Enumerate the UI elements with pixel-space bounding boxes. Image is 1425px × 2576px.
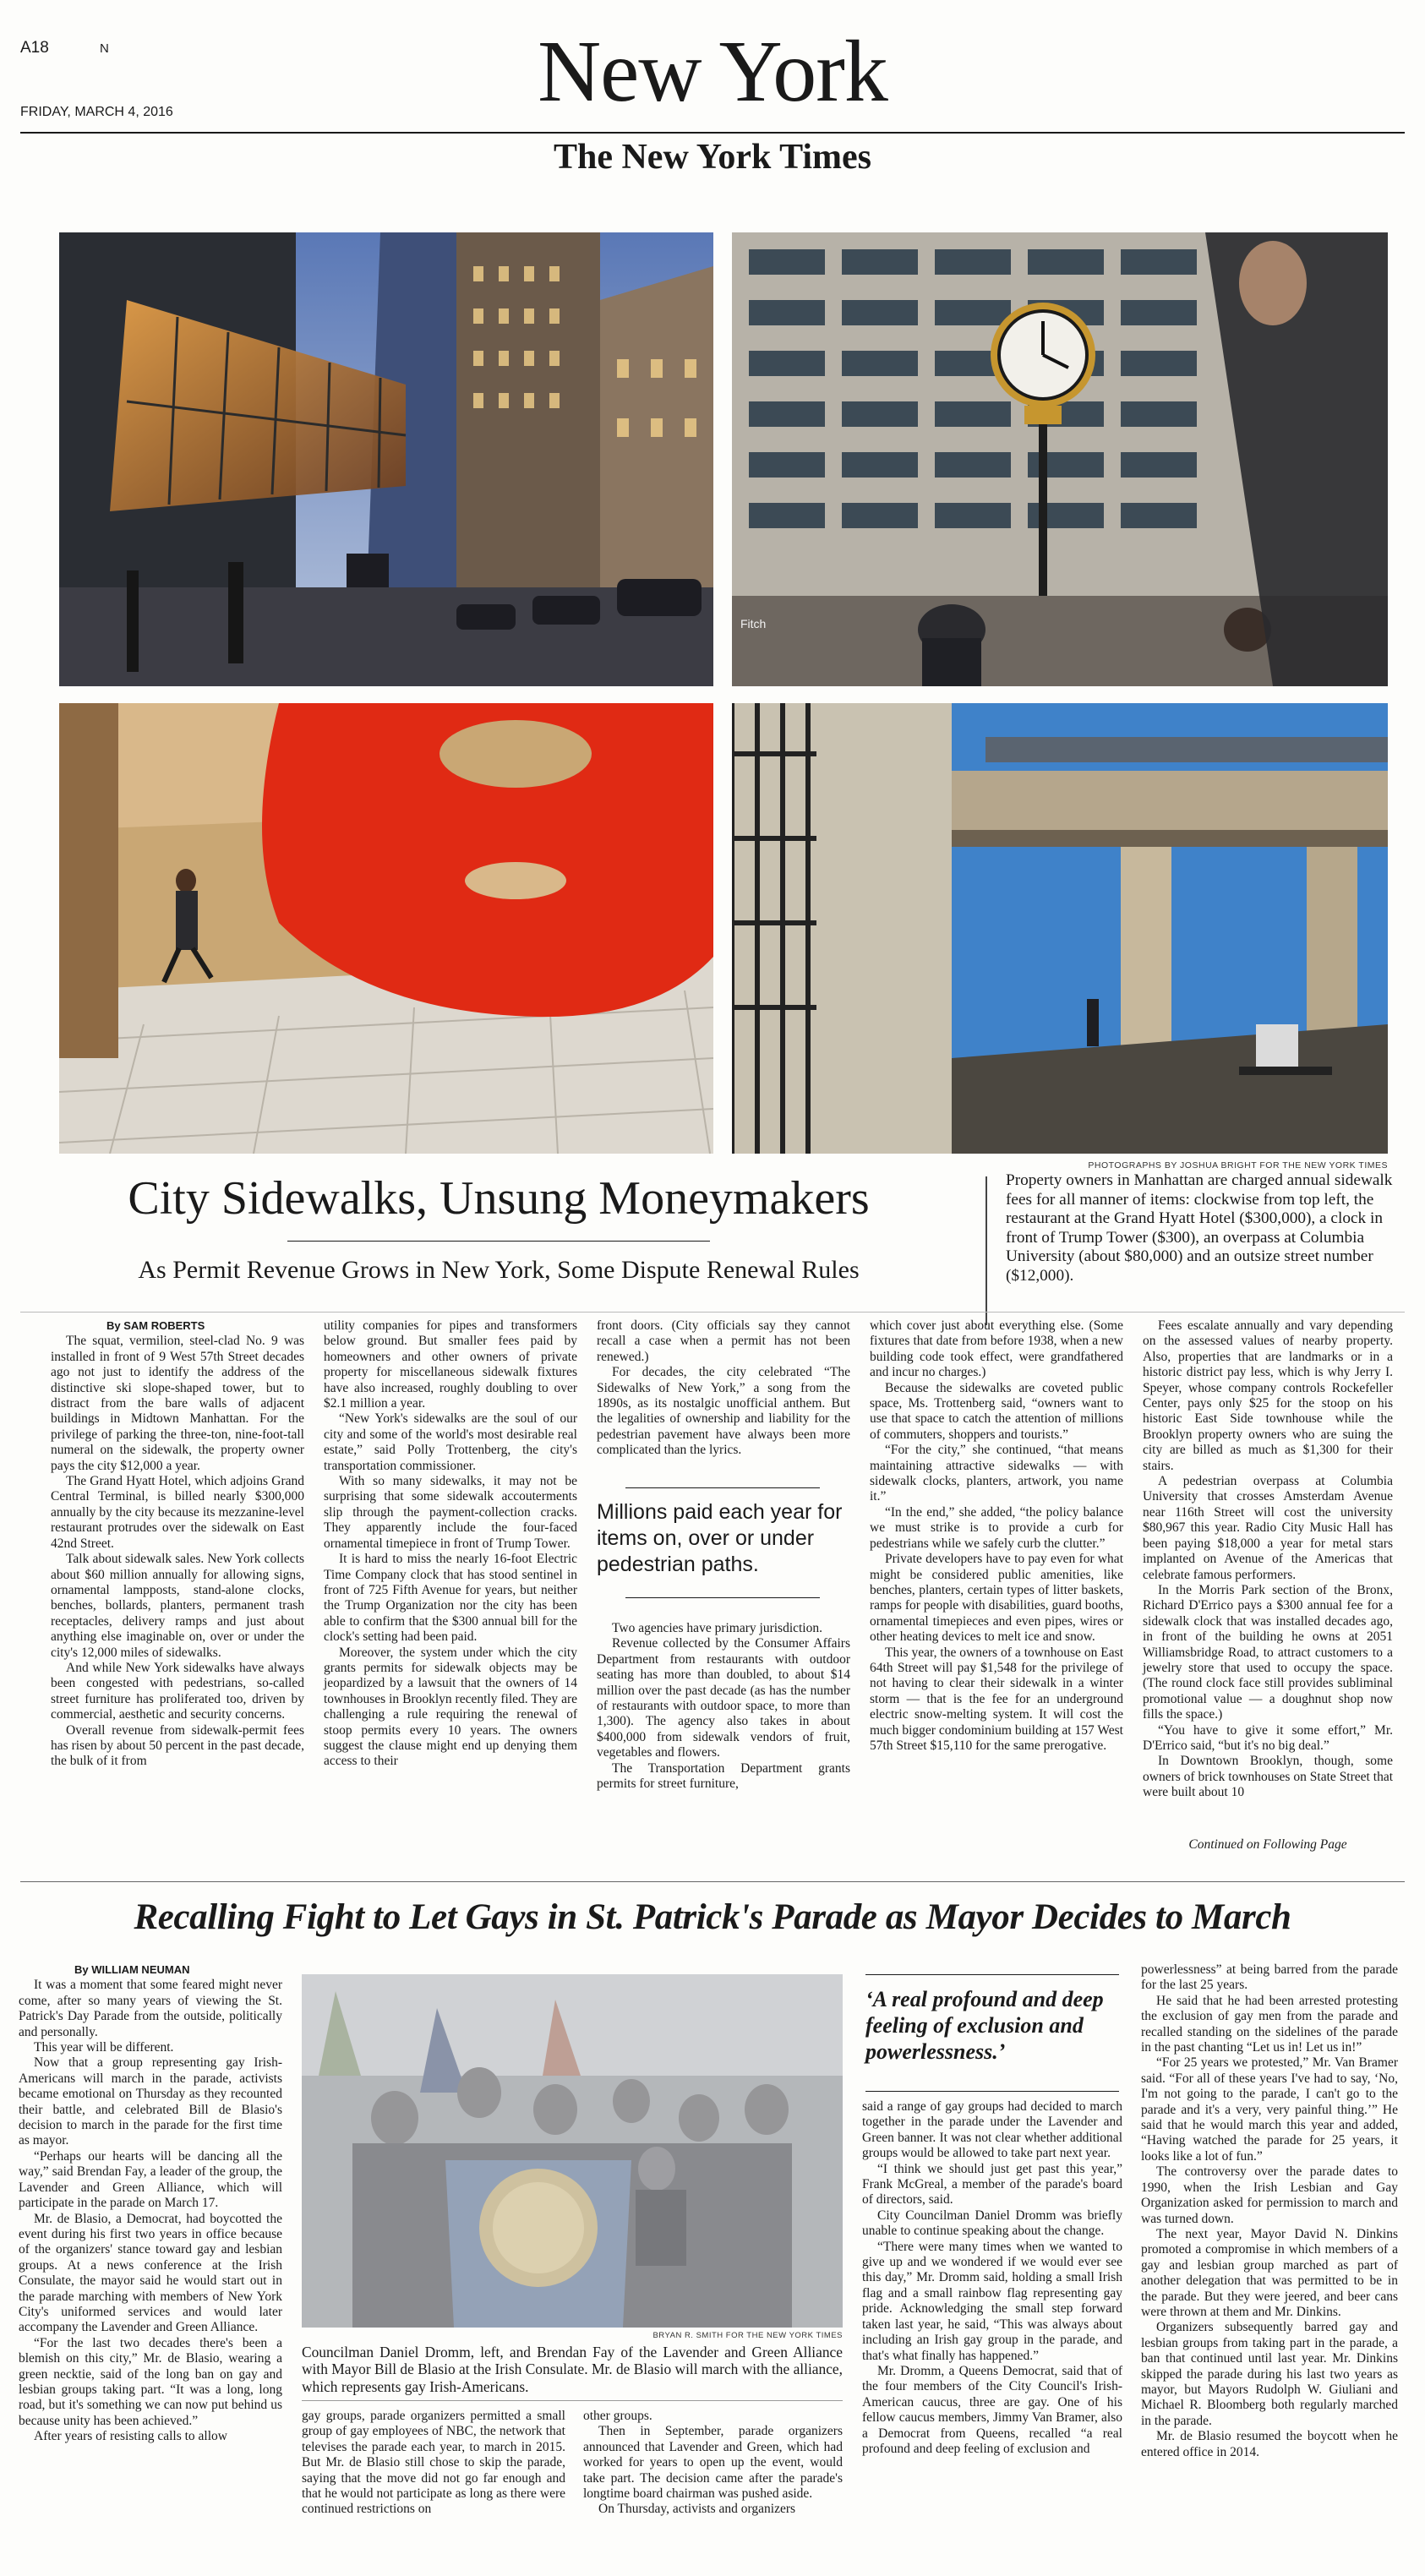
story2-col1-paragraph: “For the last two decades there's been a blemish on this city,” Mr. de Blasio, wearing a green necktie, said of the long ban on gay and lesbian groups taking part. “It was a long, long road, but it's something we can now put behind us because unity has been achieved.” [19,2335,282,2428]
story1-col3-paragraph: front doors. (City officials say they cannot recall a case when a permit has not been renewed.) [597,1318,850,1364]
story2-col5-paragraph: Mr. de Blasio resumed the boycott when he entered office in 2014. [1141,2429,1398,2459]
story1-col5-paragraph: “You have to give it some effort,” Mr. D'Errico said, “but it's no big deal.” [1143,1722,1393,1753]
story2-pull-quote: ‘A real profound and deep feeling of exclusion and powerlessness.’ [865,1987,1104,2064]
story1-column-3-bottom [597,1621,850,1792]
story2-column-5 [1141,1962,1398,2460]
photo-numeral-image [59,703,713,1154]
story1-col1-paragraph: And while New York sidewalks have always been congested with pedestrians, so-called street furniture has proliferated too, driven by commercial, aesthetic and security concerns. [51,1660,304,1722]
photo-trump-tower-clock [732,232,1388,686]
story1-col5-paragraph: Fees escalate annually and vary depending on the assessed values of nearby property. Also, properties that are landmarks or in a historic district pay less, which is why Jerry I. Speyer, whose company controls Rockefeller Center, pays only $25 for the stoop on his historic East Side townhouse while the Brooklyn property owners who are suing the city are billed as much as $1,300 for their stairs. [1143,1318,1393,1473]
story1-col2-paragraph: Moreover, the system under which the city grants permits for sidewalk objects may be jeopardized by a lawsuit that the owners of 14 townhouses in Brooklyn recently filed. They are challenging a rule requiring the renewal of stoop permits every 10 years. The owners suggest the clause might end up denying them access to their [324,1645,577,1769]
story1-col2-paragraph: “New York's sidewalks are the soul of our city and some of the world's most desirable real estate,” said Polly Trottenberg, the city's transportation commissioner. [324,1411,577,1473]
fitch-sign: Fitch [740,617,767,630]
story2-col1-paragraph: Now that a group representing gay Irish-Americans will march in the parade, activists became emotional on Thursday as they recounted their battle, and celebrated Bill de Blasio's decision to march in the parade for the first time as mayor. [19,2055,282,2148]
photo-overpass-image [732,703,1388,1154]
edition-mark: N [100,41,109,56]
story2-col1-paragraph: “Perhaps our hearts will be dancing all the way,” said Brendan Fay, a leader of the group, the Lavender and Green Alliance, which will participate in the parade on March 17. [19,2148,282,2211]
pull-quote-rule-top [625,1487,820,1488]
photo-grand-hyatt-restaurant [59,232,713,686]
story1-col4-paragraph: Because the sidewalks are coveted public space, Ms. Trottenberg said, “owners want to use that space to catch the attention of millions of commuters, shoppers and tourists.” [870,1380,1123,1442]
story1-col1-paragraph: Talk about sidewalk sales. New York collects about $60 million annually for allowing signs, ornamental lampposts, stand-alone clocks, benches, bollards, planters, permanent trash receptacles, delivery ramps and just about anything else imaginable on, over or under the city's 12,000 miles of sidewalks. [51,1552,304,1660]
story2-column-3 [583,2409,843,2518]
caption-divider [985,1176,987,1325]
story2-photo-credit: BRYAN R. SMITH FOR THE NEW YORK TIMES [652,2331,843,2340]
story1-continued-line: Continued on Following Page [1188,1837,1347,1852]
story1-col2-paragraph: It is hard to miss the nearly 16-foot Electric Time Company clock that has stood sentinel in front of 725 Fifth Avenue for years, but neither the Trump Organization nor the city has been able to confirm that the $300 annual bill for the clock's setting had been paid. [324,1552,577,1645]
story1-headline-rule [287,1241,710,1242]
story2-col5-paragraph: powerlessness” at being barred from the parade for the last 25 years. [1141,1962,1398,1993]
story2-col3-paragraph: Then in September, parade organizers announced that Lavender and Green, which had worked for years to open up the event, would take part. The decision came after the parade's longtime board chairman was pushed aside. [583,2424,843,2502]
story1-col3-paragraph: For decades, the city celebrated “The Sidewalks of New York,” a song from the 1890s, as its nostalgic unofficial anthem. But the legalities of ownership and liability for the pedestrian pavement have always been more complicated than the lyrics. [597,1365,850,1458]
story1-column-1 [51,1318,304,1770]
story2-headline: Recalling Fight to Let Gays in St. Patrick's Parade as Mayor Decides to March [134,1897,1291,1937]
story1-col4-paragraph: which cover just about everything else. (Some fixtures that date from before 1938, when a new building code took effect, were grandfathered and incur no charges.) [870,1318,1123,1380]
issue-date: FRIDAY, MARCH 4, 2016 [20,105,173,119]
story1-col2-paragraph: utility companies for pipes and transformers below ground. But smaller fees paid by homeowners and other owners of private property for miscellaneous sidewalk fixtures have also increased, roughly doubling to over $2.1 million a year. [324,1318,577,1411]
photo-grid-credit: PHOTOGRAPHS BY JOSHUA BRIGHT FOR THE NEW YORK TIMES [1088,1160,1388,1171]
story1-byline: By SAM ROBERTS [106,1319,205,1332]
story1-column-4 [870,1318,1123,1754]
story2-column-2 [302,2409,565,2518]
story1-col2-paragraph: With so many sidewalks, it may not be surprising that some sidewalk accouterments slip through the payment-collection cracks. They apparently include the four-faced ornamental timepiece in front of Trump Tower. [324,1474,577,1551]
photo-columbia-overpass [732,703,1388,1154]
story2-col5-paragraph: The next year, Mayor David N. Dinkins promoted a compromise in which members of a gay and lesbian group marched as part of another delegation that was permitted to be in the parade. But they were jeered, and beer cans were thrown at them and Mr. Dinkins. [1141,2226,1398,2319]
masthead-rule [20,132,1405,134]
story2-caption-rule [302,2400,843,2401]
story1-col1-paragraph: Overall revenue from sidewalk-permit fees has risen by about 50 percent in the past decade, the bulk of it from [51,1722,304,1769]
story1-col3-paragraph: Two agencies have primary jurisdiction. [612,1621,822,1635]
story2-col5-paragraph: Organizers subsequently barred gay and lesbian groups from taking part in the parade, a ban that continued until last year. Mr. Dinkins skipped the parade during his last two years as mayor, but Mayors Rudolph W. Giuliani and Michael R. Bloomberg both regularly marched in the parade. [1141,2320,1398,2428]
story2-col1-paragraph: After years of resisting calls to allow [34,2429,227,2444]
story2-col4-paragraph: Mr. Dromm, a Queens Democrat, said that of the four members of the City Council's Irish-American caucus, three are gay. One of his fellow caucus members, Jimmy Van Bramer, also a Democrat from Queens, recalled “a real profound and deep feeling of exclusion and [862,2363,1122,2456]
story1-headline: City Sidewalks, Unsung Moneymakers [128,1172,870,1225]
story2-col1-paragraph: It was a moment that some feared might never come, after so many years of viewing the St. Patrick's Day Parade from the outside, politically and personally. [19,1978,282,2039]
story2-pull-rule-bottom [865,2091,1119,2092]
story-separator-rule [20,1881,1405,1882]
story1-col4-paragraph: “In the end,” she added, “the policy balance we must strike is to provide a curb for pedestrians while we safely curb the clutter.” [870,1504,1123,1551]
story2-col4-paragraph: City Councilman Daniel Dromm was briefly unable to continue speaking about the change. [862,2208,1122,2239]
story1-col4-paragraph: “For the city,” she continued, “that means maintaining attractive sidewalks — with sidewalk clocks, planters, artwork, you name it.” [870,1443,1123,1504]
story2-col5-paragraph: “For 25 years we protested,” Mr. Van Bramer said. “For all of these years I've had to say, ‘No, I'm not going to the parade, I can't go to the parade and it's a very, very painful thing.’” He said that he would march this year and added, “Having watched the parade for 25 years, it looks like a lot of fun.” [1141,2055,1398,2164]
story1-subhead: As Permit Revenue Grows in New York, Some Dispute Renewal Rules [138,1256,860,1284]
story1-col5-paragraph: In Downtown Brooklyn, though, some owners of brick townhouses on State Street that were built about 10 [1143,1754,1393,1800]
story1-col1-paragraph: The Grand Hyatt Hotel, which adjoins Grand Central Terminal, is billed nearly $300,000 annually by the city because its mezzanine-level restaurant protrudes over the sidewalk on East 42nd Street. [51,1474,304,1551]
photo-de-blasio-consulate [302,1974,843,2328]
story2-column-1 [19,1962,282,2445]
story2-col1-paragraph: This year will be different. [34,2040,174,2055]
story2-col5-paragraph: The controversy over the parade dates to 1990, when the Irish Lesbian and Gay Organization asked for permission to march and was turned down. [1141,2164,1398,2226]
photo-clock-image [732,232,1388,686]
story2-col2-paragraph: gay groups, parade organizers permitted a small group of gay employees of NBC, the network that televises the parade each year, to march in 2015. But Mr. de Blasio still chose to skip the parade, saying that the move did not go far enough and that he would not participate as long as there were continued restrictions on [302,2409,565,2517]
story1-col5-paragraph: A pedestrian overpass at Columbia University that crosses Amsterdam Avenue near 116th Street will cost the university $80,967 this year. Radio City Music Hall has been paying $18,000 a year for metal stars implanted on Avenue of the Americas that celebrate famous performers. [1143,1474,1393,1582]
story2-col1-paragraph: Mr. de Blasio, a Democrat, had boycotted the event during his first two years in office because of the organizers' stance toward gay and lesbian groups. At a news conference at the Irish Consulate, the mayor said he would start out in the parade marching with members of New York City's uniformed services and would later accompany the Lavender and Green Alliance. [19,2211,282,2335]
story2-col4-paragraph: “There were many times when we wanted to give up and we wondered if we would ever see this day,” Mr. Dromm said, holding a small Irish flag and a small rainbow flag representing gay pride. Acknowledging the small step forward taken last year, he said, “This was always about including an Irish gay group in the parade, and that's what finally has happened.” [862,2239,1122,2363]
story2-byline: By WILLIAM NEUMAN [74,1963,190,1976]
story1-col4-paragraph: This year, the owners of a townhouse on East 64th Street will pay $1,548 for the privilege of not having to clear their sidewalk in a winter storm — that is the fee for an underground electric snow-melting system. It will cost the much bigger condominium building at 157 West 57th Street $15,110 for the same prerogative. [870,1645,1123,1753]
page-number: A18 [20,39,49,57]
story2-col3-paragraph: other groups. [583,2409,652,2423]
pull-quote-rule-bottom [625,1597,820,1598]
story2-col4-paragraph: said a range of gay groups had decided to march together in the parade under the Lavender and Green banner. It was not clear whether additional groups would be allowed to take part next year. [862,2099,1122,2161]
story2-col4-paragraph: “I think we should just get past this year,” Frank McGreal, a member of the parade's board of directors, said. [862,2161,1122,2208]
story1-col3-paragraph: Revenue collected by the Consumer Affairs Department from restaurants with outdoor seating has more than doubled, to about $14 million over the past decade (as has the number of restaurants with outdoor space, to more than 1,300). The agency also takes in about $400,000 from sidewalk vendors of fruit, vegetables and flowers. [597,1636,850,1760]
story1-col5-paragraph: In the Morris Park section of the Bronx, Richard D'Errico pays a $300 annual fee for a sidewalk clock that was installed decades ago, in front of the building he owns at 2051 Williamsbridge Road, to attract customers to a jewelry store that used to occupy the space. (The round clock face still provides subliminal promotional value — a doughnut shop now fills the space.) [1143,1582,1393,1722]
story1-column-3-top [597,1318,850,1459]
story1-top-rule [20,1312,1405,1313]
story1-pull-quote: Millions paid each year for items on, over or under pedestrian paths. [597,1500,843,1576]
story2-column-4 [862,2099,1122,2457]
story1-col3-paragraph: The Transportation Department grants permits for street furniture, [597,1760,850,1792]
story1-column-5 [1143,1318,1393,1801]
photo-grand-hyatt-image [59,232,713,686]
section-title: New York [538,23,887,120]
story1-col4-paragraph: Private developers have to pay even for what might be considered public amenities, like benches, planters, certain types of litter baskets, ramps for people with disabilities, guard booths, ornamental timepieces and even pipes, wires or other heating devices to melt ice and snow. [870,1552,1123,1645]
story1-col1-paragraph: The squat, vermilion, steel-clad No. 9 was installed in front of 9 West 57th Street decades ago not just to identify the address of the distinctive ski slope-shaped tower, but to distract from the bare walls of adjacent buildings in Midtown Manhattan. For the privilege of parking the three-ton, nine-foot-tall numeral on the sidewalk, the property owner pays the city $12,000 a year. [51,1334,304,1473]
photo-red-numeral-nine [59,703,713,1154]
story2-col3-paragraph: On Thursday, activists and organizers [598,2502,796,2517]
paper-nameplate: The New York Times [553,138,872,177]
story1-photo-caption: Property owners in Manhattan are charged annual sidewalk fees for all manner of items: clockwise from top left, the restaurant at the Grand Hyatt Hotel ($300,000), a clock in front of Trump Tower ($300), an overpass at Columbia University (about $80,000) and an outsize street number ($12,000). [1006,1171,1393,1285]
story1-column-2 [324,1318,577,1770]
story2-photo-caption: Councilman Daniel Dromm, left, and Brendan Fay of the Lavender and Green Alliance with Mayor Bill de Blasio at the Irish Consulate. Mr. de Blasio will march with the alliance, which represents gay Irish-Americans. [302,2344,843,2395]
story2-pull-rule-top [865,1974,1119,1975]
story2-col5-paragraph: He said that he had been arrested protesting the exclusion of gay men from the parade and recalled standing on the sidelines of the parade in the past chanting “Let us in! Let us in!” [1141,1993,1398,2055]
